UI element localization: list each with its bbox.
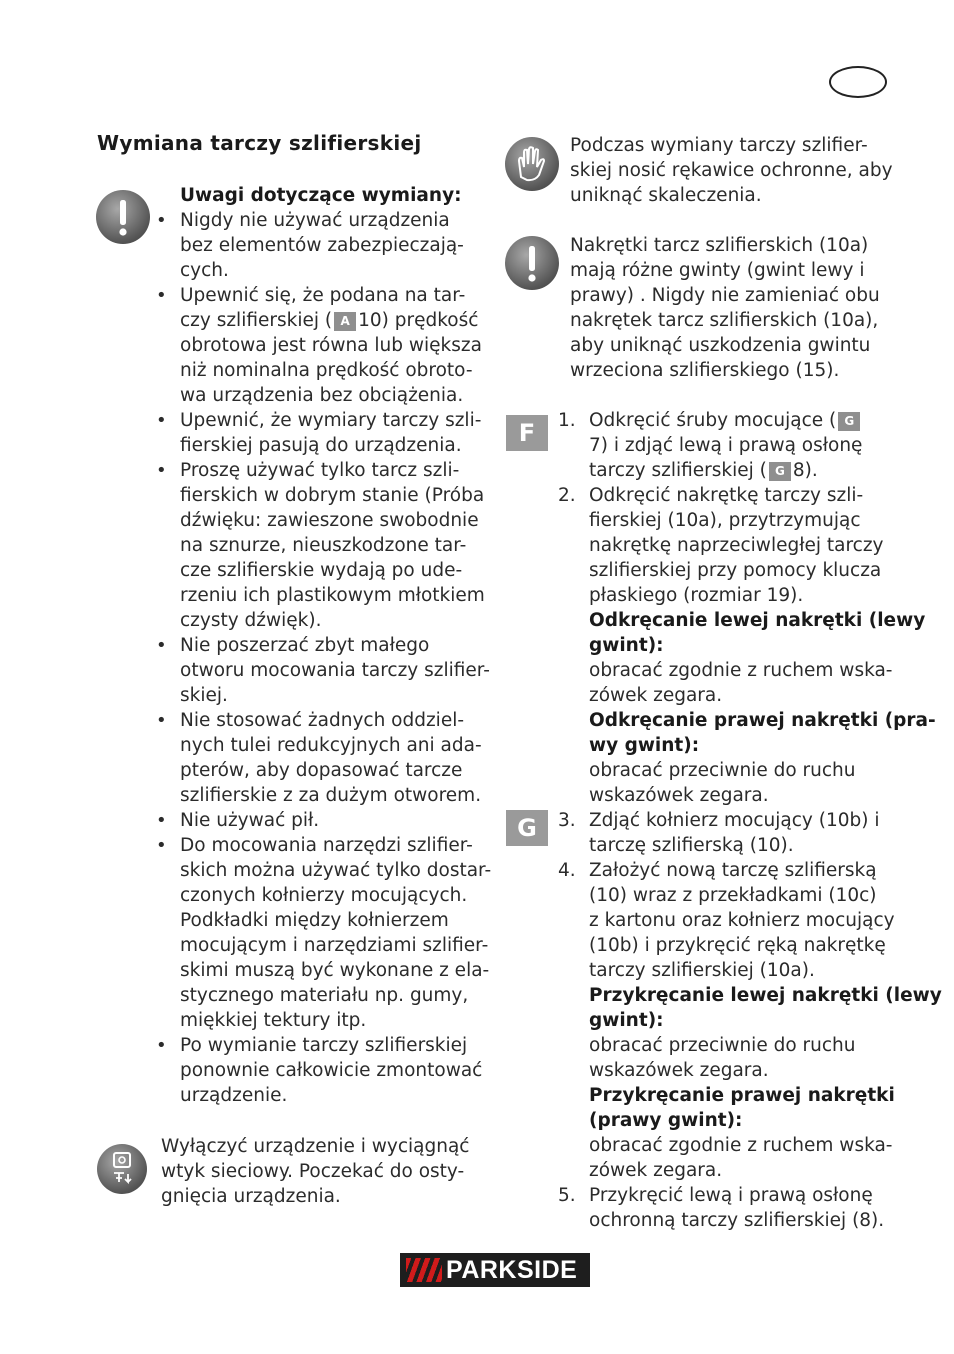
list-item-line: • Nie poszerzać zbyt małego [180,635,430,656]
step-line: ochronną tarczy szlifierskiej (8). [589,1210,885,1231]
step-line: obracać zgodnie z ruchem wska- [589,1135,893,1156]
note-line: prawy) . Nigdy nie zamieniać obu [570,285,880,306]
step-number: 2. [558,485,576,506]
list-item-line: • Nigdy nie używać urządzenia [180,210,450,231]
note-line: Podczas wymiany tarczy szlifier- [570,135,868,156]
unplug-note [161,1134,469,1209]
list-item-line: Podkładki między kołnierzem [180,910,449,931]
step-line: gwint): [589,1010,664,1031]
parkside-logo [400,1253,590,1287]
step-line: płaskiego (rozmiar 19). [589,585,804,606]
note-line: nakrętek tarcz szlifierskich (10a), [570,310,879,331]
step-line: Odkręcanie lewej nakrętki (lewy [589,610,926,631]
list-item-line: • Proszę używać tylko tarcz szli- [180,460,460,481]
list-item [157,283,491,408]
step-line: Odkręcanie prawej nakrętki (pra- [589,710,936,731]
list-item-line: cze szlifierskie wydają po ude- [180,560,463,581]
list-item-line: skiej. [180,685,228,706]
step-line: tarczę szlifierską (10). [589,835,794,856]
unplug-icon [97,1144,147,1194]
step-line: zówek zegara. [589,685,723,706]
list-item-line: czy szlifierskiej ( A 10) prędkość [180,310,479,331]
step-line: Odkręcić nakrętkę tarczy szli- [589,485,864,506]
figure-reference-chip: G [769,462,791,481]
list-item [157,408,491,458]
step-number: 1. [558,410,576,431]
list-item-line: skich można używać tylko dostar- [180,860,492,881]
note-line: wrzeciona szlifierskiego (15). [570,360,840,381]
section-title: Wymiana tarczy szlifierskiej [97,131,422,155]
list-item-line: szlifierskie z za dużym otworem. [180,785,482,806]
list-item [157,708,491,808]
step-line: szlifierskiej przy pomocy klucza [589,560,882,581]
note-line: aby uniknąć uszkodzenia gwintu [570,335,871,356]
gloves-icon [505,137,559,191]
list-item-line: • Nie stosować żadnych oddziel- [180,710,465,731]
list-item-line: na sznurze, nieuszkodzone tar- [180,535,467,556]
step-line: Przykręcanie prawej nakrętki [589,1085,895,1106]
list-item-line: fierskiej pasują do urządzenia. [180,435,462,456]
step-line: obracać przeciwnie do ruchu [589,1035,856,1056]
step-line: Odkręcić śruby mocujące ( G [589,408,862,433]
note-line: skiej nosić rękawice ochronne, aby [570,160,893,181]
step-line: Zdjąć kołnierz mocujący (10b) i [589,810,880,831]
list-item-line: • Po wymianie tarczy szlifierskiej [180,1035,468,1056]
notes-heading: Uwagi dotyczące wymiany: [180,185,462,206]
step-line: tarczy szlifierskiej (10a). [589,960,815,981]
nuts-warning-note [570,233,880,383]
note-line: gnięcia urządzenia. [161,1186,341,1207]
note-line: wtyk sieciowy. Poczekać do osty- [161,1161,465,1182]
brand-name: PARKSIDE [446,1256,578,1284]
figure-reference-chip: G [838,412,860,431]
list-item-line: nych tulei redukcyjnych ani ada- [180,735,482,756]
list-item-line: cych. [180,260,229,281]
list-item-line: otworu mocowania tarczy szlifier- [180,660,490,681]
list-item-line: obrotowa jest równa lub większa [180,335,482,356]
logo-stripes-icon [406,1258,442,1282]
step-number: 4. [558,860,576,881]
note-line: uniknąć skaleczenia. [570,185,762,206]
step-line: obracać przeciwnie do ruchu [589,760,856,781]
step-line: Przykręcanie lewej nakrętki (lewy [589,985,942,1006]
figure-label-g: G [506,810,548,846]
figure-reference-chip: A [334,312,356,331]
step-line: (10b) i przykręcić ręką nakrętkę [589,935,886,956]
warning-icon [96,190,150,244]
gloves-note [570,133,893,208]
list-item [157,833,491,1033]
note-line: mają różne gwinty (gwint lewy i [570,260,865,281]
list-item-line: fierskich w dobrym stanie (Próba [180,485,485,506]
step-number: 5. [558,1185,576,1206]
figure-label-f: F [506,415,548,451]
list-item-line: pterów, aby dopasować tarcze [180,760,463,781]
list-item-line: czysty dźwięk). [180,610,322,631]
list-item-line: • Upewnić się, że podana na tar- [180,285,466,306]
step-line: Założyć nową tarczę szlifierską [589,860,877,881]
list-item-line: miękkiej tektury itp. [180,1010,367,1031]
list-item-line: urządzenie. [180,1085,288,1106]
step-line: 7) i zdjąć lewą i prawą osłonę [589,435,863,456]
step-line: obracać zgodnie z ruchem wska- [589,660,893,681]
list-item [157,458,491,633]
list-item-line: stycznego materiału np. gumy, [180,985,469,1006]
step-line: gwint): [589,635,664,656]
step-line: (prawy gwint): [589,1110,743,1131]
list-item-line: rzeniu ich plastikowym młotkiem [180,585,485,606]
step-line: wy gwint): [589,735,700,756]
step-line: tarczy szlifierskiej ( G 8). [589,460,818,481]
list-item [157,1033,491,1108]
list-item-line: czonych kołnierzy mocujących. [180,885,468,906]
step-line: wskazówek zegara. [589,1060,769,1081]
step-line: zówek zegara. [589,1160,723,1181]
list-item-line: • Upewnić, że wymiary tarczy szli- [180,410,482,431]
list-item-line: ponownie całkowicie zmontować [180,1060,483,1081]
list-item-line: bez elementów zabezpieczają- [180,235,464,256]
step-line: z kartonu oraz kołnierz mocujący [589,910,895,931]
list-item-line: mocującym i narzędziami szlifier- [180,935,489,956]
step-line: nakrętkę naprzeciwległej tarczy [589,535,884,556]
notes-bullet-list [157,208,491,1108]
list-item-line: skimi muszą być wykonane z ela- [180,960,490,981]
step-line: (10) wraz z przekładkami (10c) [589,885,877,906]
list-item-line: dźwięku: zawieszone swobodnie [180,510,479,531]
list-item [157,208,491,283]
list-item-line: niż nominalna prędkość obroto- [180,360,473,381]
warning-icon-right [505,236,559,290]
step-line: wskazówek zegara. [589,785,769,806]
list-item [157,808,491,833]
step-line: fierskiej (10a), przytrzymując [589,510,861,531]
list-item [157,633,491,708]
step-line: Przykręcić lewą i prawą osłonę [589,1185,873,1206]
list-item-line: • Nie używać pił. [180,810,320,831]
note-line: Wyłączyć urządzenie i wyciągnąć [161,1136,470,1157]
note-line: Nakrętki tarcz szlifierskich (10a) [570,235,869,256]
list-item-line: wa urządzenia bez obciążenia. [180,385,464,406]
list-item-line: • Do mocowania narzędzi szlifier- [180,835,473,856]
step-number: 3. [558,810,576,831]
language-badge-oval [829,66,887,98]
